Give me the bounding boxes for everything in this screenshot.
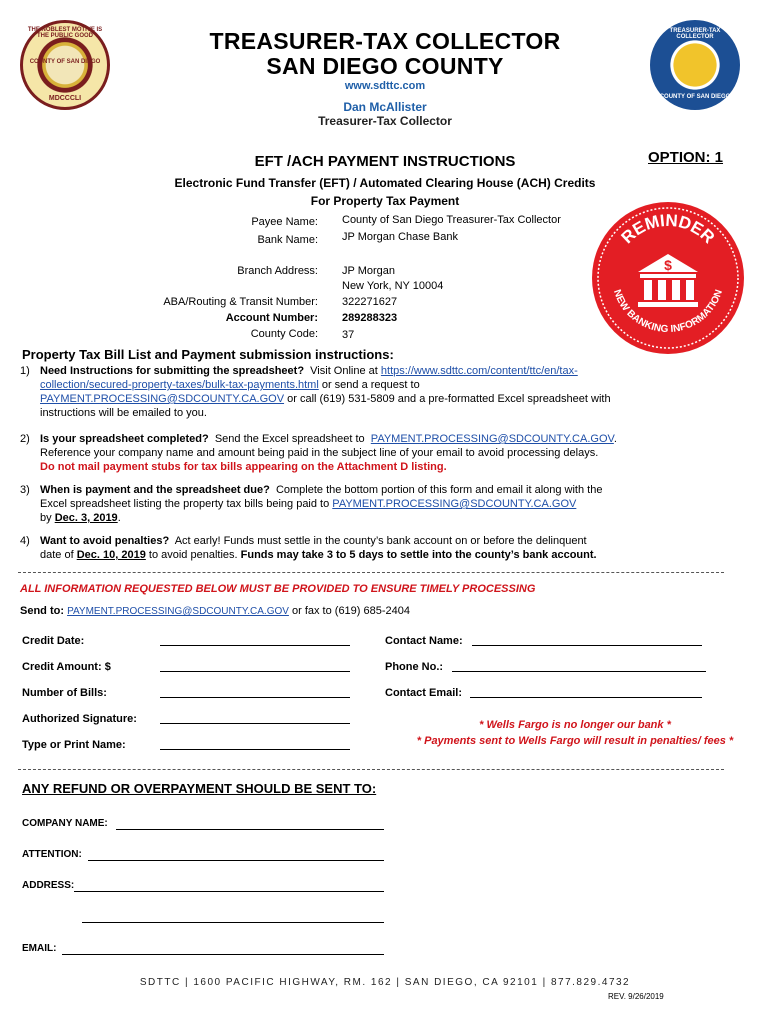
wells-fargo-penalty-note: * Payments sent to Wells Fargo will result in penalties/ fees * xyxy=(416,735,734,747)
badge-bottom-text: NEW BANKING INFORMATION xyxy=(611,288,725,336)
payee-value: County of San Diego Treasurer-Tax Collector xyxy=(342,214,561,226)
email-label: EMAIL: xyxy=(22,943,57,954)
attention-field[interactable] xyxy=(88,860,384,861)
branch-line1: JP Morgan xyxy=(342,265,395,277)
number-of-bills-label: Number of Bills: xyxy=(22,687,107,699)
instructions-heading: Property Tax Bill List and Payment submission instructions: xyxy=(22,347,394,362)
attention-label: ATTENTION: xyxy=(22,849,82,860)
phone-label: Phone No.: xyxy=(385,661,444,673)
number-of-bills-field[interactable] xyxy=(160,697,350,698)
company-name-label: COMPANY NAME: xyxy=(22,818,108,829)
instruction-3: 3) When is payment and the spreadsheet due? Complete the bottom portion of this form and email it along with the Excel spreadsheet listing the property tax bills being paid to PAYMENT.PROCESSING@SDCOUNTY.CA.GOV by Dec. 3, 2019. xyxy=(20,484,603,524)
address-field[interactable] xyxy=(74,891,384,892)
header-subtitle: SAN DIEGO COUNTY xyxy=(266,53,504,79)
contact-name-label: Contact Name: xyxy=(385,635,463,647)
dollar-icon: $ xyxy=(664,257,672,273)
branch-line2: New York, NY 10004 xyxy=(342,280,444,292)
reminder-badge xyxy=(588,198,748,358)
seal-right-top: TREASURER-TAX COLLECTOR xyxy=(669,28,721,40)
credit-amount-field[interactable] xyxy=(160,671,350,672)
required-note: ALL INFORMATION REQUESTED BELOW MUST BE PROVIDED TO ENSURE TIMELY PROCESSING xyxy=(20,583,536,595)
document-title: EFT /ACH PAYMENT INSTRUCTIONS xyxy=(254,153,516,170)
due-date: Dec. 3, 2019 xyxy=(54,512,118,524)
branch-label: Branch Address: xyxy=(237,265,318,277)
header-website[interactable]: www.sdttc.com xyxy=(344,80,426,92)
option-label: OPTION: 1 xyxy=(648,149,724,166)
seal-motto: THE NOBLEST MOTIVE IS THE PUBLIC GOOD xyxy=(27,27,103,39)
payee-label: Payee Name: xyxy=(251,216,318,228)
footer-address: SDTTC | 1600 PACIFIC HIGHWAY, RM. 162 | SAN DIEGO, CA 92101 | 877.829.4732 xyxy=(139,977,631,988)
revision-date: REV. 9/26/2019 xyxy=(608,992,664,1001)
refund-heading: ANY REFUND OR OVERPAYMENT SHOULD BE SENT TO: xyxy=(22,781,377,796)
seal-center: COUNTY OF SAN DIEGO xyxy=(29,59,101,65)
official-title: Treasurer-Tax Collector xyxy=(318,114,452,128)
account-label: Account Number: xyxy=(225,312,318,324)
send-email-link[interactable]: PAYMENT.PROCESSING@SDCOUNTY.CA.GOV xyxy=(67,606,289,617)
aba-value: 322271627 xyxy=(342,296,398,308)
payment-email-link[interactable]: PAYMENT.PROCESSING@SDCOUNTY.CA.GOV xyxy=(370,433,614,445)
divider xyxy=(18,572,724,573)
seal-year: MDCCCLI xyxy=(48,95,82,102)
divider xyxy=(18,769,724,770)
address-label: ADDRESS: xyxy=(22,880,75,891)
print-name-label: Type or Print Name: xyxy=(22,739,126,751)
address-field-2[interactable] xyxy=(82,922,384,923)
phone-field[interactable] xyxy=(452,671,706,672)
payment-email-link[interactable]: PAYMENT.PROCESSING@SDCOUNTY.CA.GOV xyxy=(332,498,577,510)
credit-date-field[interactable] xyxy=(160,645,350,646)
account-value: 289288323 xyxy=(342,312,398,324)
credit-amount-label: Credit Amount: $ xyxy=(22,661,111,673)
bulk-payments-link[interactable]: https://www.sdttc.com/content/ttc/en/tax- xyxy=(380,365,578,377)
instruction-1: 1) Need Instructions for submitting the spreadsheet? Visit Online at https://www.sdttc.com/content/ttc/en/tax- collection/secured-property-taxes/bulk-tax-payments.html or send a request to PAYMENT.PROCESSING@SDCOUNTY.CA.GOV or call (619) 531-5809 and a pre-formatted Excel spreadsheet with instructions will be emailed to you. xyxy=(20,365,611,419)
bulk-payments-link-cont[interactable]: collection/secured-property-taxes/bulk-tax-payments.html xyxy=(40,379,319,391)
bank-label: Bank Name: xyxy=(257,234,318,246)
company-name-field[interactable] xyxy=(116,829,384,830)
instruction-2: 2) Is your spreadsheet completed? Send the Excel spreadsheet to PAYMENT.PROCESSING@SDCOUNTY.CA.GOV. Reference your company name and amount being paid in the subject line of your email to avoid processing delays. Do not mail payment stubs for tax bills appearing on the Attachment D listing. xyxy=(20,433,617,473)
document-subtitle: Electronic Fund Transfer (EFT) / Automated Clearing House (ACH) Credits xyxy=(174,176,596,190)
instruction-4: 4) Want to avoid penalties? Act early! Funds must settle in the county’s bank account on or before the delinquent date of Dec. 10, 2019 to avoid penalties. Funds may take 3 to 5 days to settle into the county’s bank account. xyxy=(20,535,597,561)
county-code-value: 37 xyxy=(342,329,355,341)
warning-text: Do not mail payment stubs for tax bills appearing on the Attachment D listing. xyxy=(40,461,447,473)
print-name-field[interactable] xyxy=(160,749,350,750)
official-name: Dan McAllister xyxy=(343,100,427,114)
wells-fargo-note: * Wells Fargo is no longer our bank * xyxy=(479,719,671,731)
contact-email-label: Contact Email: xyxy=(385,687,463,699)
contact-email-field[interactable] xyxy=(470,697,702,698)
seal-right-bottom: COUNTY OF SAN DIEGO xyxy=(659,94,731,100)
contact-name-field[interactable] xyxy=(472,645,702,646)
delinquent-date: Dec. 10, 2019 xyxy=(76,549,146,561)
authorized-signature-label: Authorized Signature: xyxy=(22,713,137,725)
send-to-line: Send to: PAYMENT.PROCESSING@SDCOUNTY.CA.GOV or fax to (619) 685-2404 xyxy=(20,605,411,617)
aba-label: ABA/Routing & Transit Number: xyxy=(163,296,318,308)
bank-value: JP Morgan Chase Bank xyxy=(342,231,458,243)
county-code-label: County Code: xyxy=(250,328,318,340)
payment-email-link[interactable]: PAYMENT.PROCESSING@SDCOUNTY.CA.GOV xyxy=(40,393,285,405)
authorized-signature-field[interactable] xyxy=(160,723,350,724)
credit-date-label: Credit Date: xyxy=(22,635,85,647)
email-field[interactable] xyxy=(62,954,384,955)
document-subtitle-2: For Property Tax Payment xyxy=(310,194,460,208)
header-title: TREASURER-TAX COLLECTOR xyxy=(209,28,561,54)
badge-top-text: REMINDER xyxy=(617,210,719,248)
